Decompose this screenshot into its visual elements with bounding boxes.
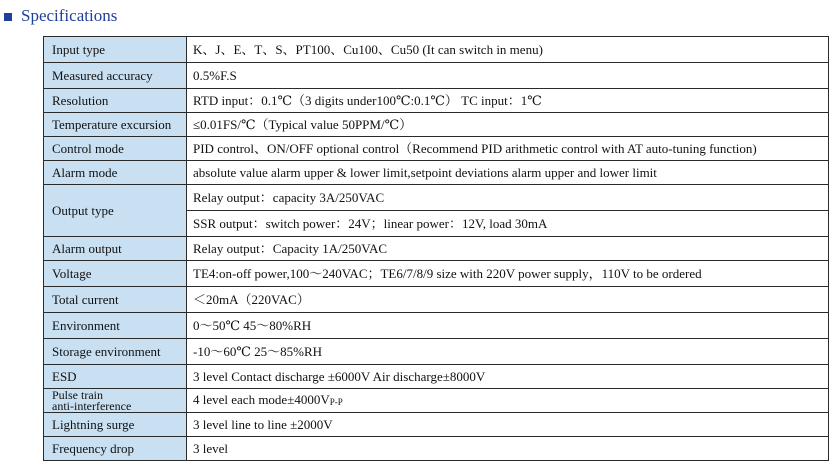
spec-row-temperature-excursion xyxy=(44,113,829,137)
spec-row-measured-accuracy xyxy=(44,63,829,89)
spec-value-subscript: P-P xyxy=(329,397,343,408)
spec-row-voltage xyxy=(44,261,829,287)
spec-label: Resolution xyxy=(44,89,187,113)
spec-row-environment xyxy=(44,313,829,339)
spec-row-total-current xyxy=(44,287,829,313)
spec-label: Alarm mode xyxy=(44,161,187,185)
spec-value: 3 level xyxy=(187,437,829,461)
spec-row-resolution xyxy=(44,89,829,113)
spec-row-output-type xyxy=(44,185,829,211)
spec-label: ESD xyxy=(44,365,187,389)
spec-label-line-1: Pulse train xyxy=(52,388,103,403)
spec-value: RTD input：0.1℃（3 digits under100℃:0.1℃） TC input：1℃ xyxy=(187,89,829,113)
spec-label: Voltage xyxy=(44,261,187,287)
spec-label: Output type xyxy=(44,185,187,237)
spec-label: Measured accuracy xyxy=(44,63,187,89)
spec-value: absolute value alarm upper & lower limit,setpoint deviations alarm upper and lower limit xyxy=(187,161,829,185)
spec-value: ≤0.01FS/℃（Typical value 50PPM/℃） xyxy=(187,113,829,137)
spec-row-lightning-surge xyxy=(44,413,829,437)
section-heading xyxy=(4,5,117,27)
spec-row-frequency-drop xyxy=(44,437,829,461)
spec-label: Input type xyxy=(44,37,187,63)
spec-label: Control mode xyxy=(44,137,187,161)
specifications-table xyxy=(43,36,829,461)
spec-label xyxy=(44,389,187,413)
spec-label: Total current xyxy=(44,287,187,313)
spec-label-line-2: anti-interference xyxy=(52,398,132,413)
spec-value: Relay output：capacity 3A/250VAC xyxy=(187,185,829,211)
spec-value: 0～50℃ 45～80%RH xyxy=(187,313,829,339)
spec-label: Storage environment xyxy=(44,339,187,365)
spec-value: 0.5%F.S xyxy=(187,63,829,89)
spec-value: Relay output：Capacity 1A/250VAC xyxy=(187,237,829,261)
spec-row-storage-environment xyxy=(44,339,829,365)
spec-label: Lightning surge xyxy=(44,413,187,437)
spec-label: Environment xyxy=(44,313,187,339)
section-title: Specifications xyxy=(21,6,118,25)
spec-value: PID control、ON/OFF optional control（Recommend PID arithmetic control with AT auto-tuning function) xyxy=(187,137,829,161)
spec-label: Temperature excursion xyxy=(44,113,187,137)
spec-row-alarm-output xyxy=(44,237,829,261)
spec-label: Alarm output xyxy=(44,237,187,261)
spec-value-main: 4 level each mode±4000V xyxy=(193,392,330,408)
square-bullet-icon xyxy=(4,13,12,21)
spec-value: TE4:on-off power,100～240VAC；TE6/7/8/9 size with 220V power supply，110V to be ordered xyxy=(187,261,829,287)
spec-value: 3 level Contact discharge ±6000V Air discharge±8000V xyxy=(187,365,829,389)
spec-value: ＜20mA（220VAC） xyxy=(187,287,829,313)
spec-row-control-mode xyxy=(44,137,829,161)
spec-value: 3 level line to line ±2000V xyxy=(187,413,829,437)
spec-value xyxy=(187,389,829,413)
spec-row-alarm-mode xyxy=(44,161,829,185)
spec-row-esd xyxy=(44,365,829,389)
spec-value: K、J、E、T、S、PT100、Cu100、Cu50 (It can switch in menu) xyxy=(187,37,829,63)
spec-row-input-type xyxy=(44,37,829,63)
spec-row-pulse-train xyxy=(44,389,829,413)
spec-value: -10～60℃ 25～85%RH xyxy=(187,339,829,365)
spec-value: SSR output：switch power：24V；linear power：12V, load 30mA xyxy=(187,211,829,237)
spec-label: Frequency drop xyxy=(44,437,187,461)
